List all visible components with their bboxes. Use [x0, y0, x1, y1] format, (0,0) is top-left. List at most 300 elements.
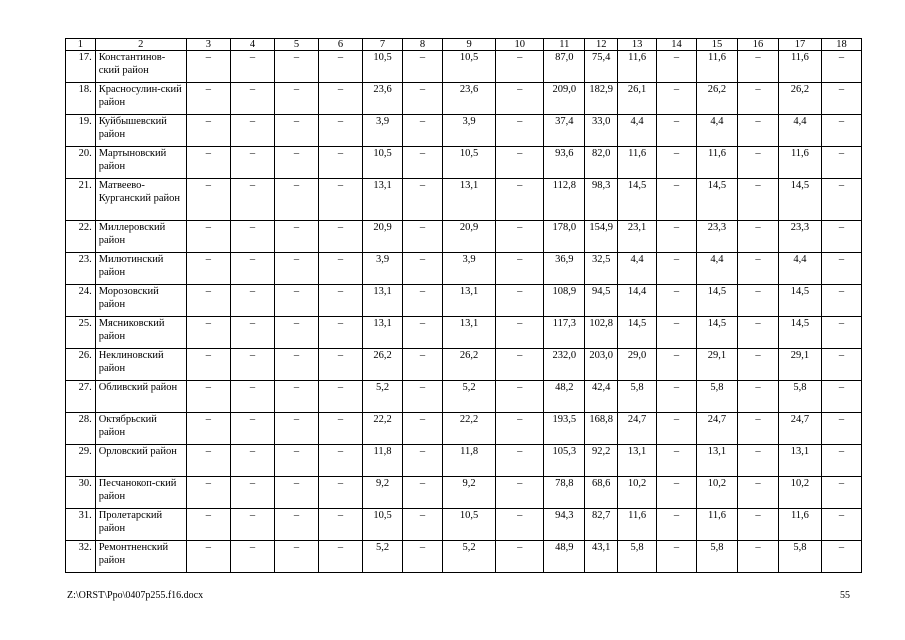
value-cell: –	[496, 51, 544, 83]
column-header: 7	[363, 39, 403, 51]
value-cell: –	[403, 253, 443, 285]
column-header: 9	[442, 39, 495, 51]
value-cell: –	[186, 179, 230, 221]
value-cell: –	[737, 317, 778, 349]
row-number: 32.	[66, 541, 96, 573]
value-cell: 11,6	[618, 147, 657, 179]
value-cell: 14,5	[697, 317, 738, 349]
column-header: 4	[230, 39, 274, 51]
value-cell: 13,1	[442, 285, 495, 317]
value-cell: 11,6	[778, 51, 821, 83]
value-cell: –	[186, 147, 230, 179]
value-cell: –	[657, 541, 697, 573]
value-cell: 26,1	[618, 83, 657, 115]
value-cell: 4,4	[618, 253, 657, 285]
value-cell: 14,5	[697, 285, 738, 317]
table-row	[66, 253, 862, 285]
table-row	[66, 445, 862, 477]
value-cell: –	[230, 51, 274, 83]
value-cell: 98,3	[585, 179, 618, 221]
value-cell: 93,6	[544, 147, 585, 179]
table-row	[66, 317, 862, 349]
district-name: Милютинский район	[95, 253, 186, 285]
value-cell: –	[496, 541, 544, 573]
row-number: 20.	[66, 147, 96, 179]
value-cell: –	[274, 221, 318, 253]
value-cell: –	[821, 253, 861, 285]
value-cell: 11,6	[697, 509, 738, 541]
value-cell: 10,5	[363, 147, 403, 179]
value-cell: 9,2	[363, 477, 403, 509]
value-cell: 92,2	[585, 445, 618, 477]
row-number: 24.	[66, 285, 96, 317]
value-cell: 11,6	[778, 509, 821, 541]
data-table	[65, 38, 862, 573]
district-name: Красносулин-ский район	[95, 83, 186, 115]
value-cell: –	[319, 381, 363, 413]
value-cell: –	[737, 349, 778, 381]
value-cell: –	[496, 115, 544, 147]
district-name: Орловский район	[95, 445, 186, 477]
value-cell: 24,7	[618, 413, 657, 445]
value-cell: –	[821, 541, 861, 573]
value-cell: 75,4	[585, 51, 618, 83]
value-cell: 13,1	[618, 445, 657, 477]
district-name: Константинов-ский район	[95, 51, 186, 83]
value-cell: 11,6	[618, 509, 657, 541]
value-cell: –	[319, 349, 363, 381]
value-cell: 14,5	[618, 317, 657, 349]
value-cell: 5,2	[363, 541, 403, 573]
value-cell: –	[737, 413, 778, 445]
value-cell: –	[821, 477, 861, 509]
value-cell: 11,8	[363, 445, 403, 477]
value-cell: 9,2	[442, 477, 495, 509]
footer-file-path: Z:\ORST\Ppo\0407p255.f16.docx	[67, 590, 204, 601]
value-cell: –	[186, 221, 230, 253]
footer-page-number: 55	[840, 590, 850, 601]
value-cell: –	[319, 541, 363, 573]
value-cell: –	[274, 115, 318, 147]
value-cell: –	[274, 83, 318, 115]
value-cell: –	[821, 317, 861, 349]
value-cell: –	[230, 83, 274, 115]
value-cell: 22,2	[363, 413, 403, 445]
value-cell: –	[274, 253, 318, 285]
value-cell: 29,1	[697, 349, 738, 381]
header-row	[66, 39, 862, 51]
value-cell: 29,1	[778, 349, 821, 381]
value-cell: –	[230, 477, 274, 509]
value-cell: 3,9	[442, 253, 495, 285]
value-cell: 11,6	[697, 147, 738, 179]
value-cell: –	[274, 413, 318, 445]
value-cell: –	[319, 445, 363, 477]
value-cell: 117,3	[544, 317, 585, 349]
column-header: 12	[585, 39, 618, 51]
value-cell: 10,5	[363, 51, 403, 83]
value-cell: –	[403, 477, 443, 509]
value-cell: 36,9	[544, 253, 585, 285]
value-cell: –	[230, 221, 274, 253]
table-row	[66, 381, 862, 413]
value-cell: 4,4	[778, 253, 821, 285]
value-cell: 29,0	[618, 349, 657, 381]
column-header: 11	[544, 39, 585, 51]
value-cell: –	[186, 413, 230, 445]
value-cell: 154,9	[585, 221, 618, 253]
value-cell: –	[230, 509, 274, 541]
value-cell: –	[821, 179, 861, 221]
table-row	[66, 285, 862, 317]
row-number: 29.	[66, 445, 96, 477]
value-cell: –	[496, 317, 544, 349]
value-cell: –	[274, 445, 318, 477]
value-cell: –	[821, 115, 861, 147]
value-cell: –	[496, 221, 544, 253]
value-cell: –	[737, 115, 778, 147]
value-cell: –	[496, 413, 544, 445]
value-cell: 20,9	[442, 221, 495, 253]
value-cell: –	[737, 285, 778, 317]
value-cell: –	[186, 51, 230, 83]
value-cell: 23,3	[778, 221, 821, 253]
value-cell: –	[230, 541, 274, 573]
value-cell: –	[496, 285, 544, 317]
value-cell: 26,2	[778, 83, 821, 115]
row-number: 25.	[66, 317, 96, 349]
table-row	[66, 509, 862, 541]
value-cell: 14,5	[778, 179, 821, 221]
value-cell: –	[186, 477, 230, 509]
district-name: Морозовский район	[95, 285, 186, 317]
value-cell: –	[496, 83, 544, 115]
value-cell: –	[403, 349, 443, 381]
value-cell: –	[274, 381, 318, 413]
value-cell: –	[657, 221, 697, 253]
value-cell: 203,0	[585, 349, 618, 381]
table-row	[66, 83, 862, 115]
value-cell: 87,0	[544, 51, 585, 83]
value-cell: –	[657, 477, 697, 509]
value-cell: 4,4	[618, 115, 657, 147]
value-cell: 232,0	[544, 349, 585, 381]
district-name: Куйбышевский район	[95, 115, 186, 147]
value-cell: 5,2	[442, 381, 495, 413]
table-row	[66, 413, 862, 445]
value-cell: 78,8	[544, 477, 585, 509]
value-cell: –	[230, 349, 274, 381]
value-cell: –	[657, 115, 697, 147]
value-cell: 209,0	[544, 83, 585, 115]
table-row	[66, 147, 862, 179]
value-cell: 68,6	[585, 477, 618, 509]
value-cell: 20,9	[363, 221, 403, 253]
value-cell: –	[186, 83, 230, 115]
value-cell: 11,6	[697, 51, 738, 83]
value-cell: –	[403, 115, 443, 147]
column-header: 6	[319, 39, 363, 51]
value-cell: –	[186, 509, 230, 541]
value-cell: –	[274, 147, 318, 179]
value-cell: –	[319, 179, 363, 221]
value-cell: 11,6	[618, 51, 657, 83]
column-header: 8	[403, 39, 443, 51]
table-row	[66, 115, 862, 147]
value-cell: 23,6	[442, 83, 495, 115]
column-header: 17	[778, 39, 821, 51]
value-cell: –	[319, 147, 363, 179]
value-cell: –	[319, 413, 363, 445]
value-cell: –	[274, 285, 318, 317]
value-cell: –	[496, 445, 544, 477]
value-cell: –	[230, 147, 274, 179]
value-cell: –	[230, 115, 274, 147]
value-cell: –	[403, 445, 443, 477]
value-cell: –	[657, 83, 697, 115]
value-cell: 94,3	[544, 509, 585, 541]
value-cell: –	[737, 147, 778, 179]
value-cell: 26,2	[363, 349, 403, 381]
value-cell: 5,8	[618, 381, 657, 413]
district-name: Миллеровский район	[95, 221, 186, 253]
value-cell: –	[230, 413, 274, 445]
value-cell: 4,4	[778, 115, 821, 147]
value-cell: 5,8	[618, 541, 657, 573]
column-header: 14	[657, 39, 697, 51]
value-cell: 108,9	[544, 285, 585, 317]
value-cell: –	[821, 221, 861, 253]
value-cell: 14,5	[618, 179, 657, 221]
value-cell: –	[403, 317, 443, 349]
value-cell: –	[657, 253, 697, 285]
value-cell: 3,9	[363, 115, 403, 147]
row-number: 28.	[66, 413, 96, 445]
value-cell: –	[186, 115, 230, 147]
value-cell: 24,7	[697, 413, 738, 445]
value-cell: –	[230, 445, 274, 477]
value-cell: –	[737, 83, 778, 115]
value-cell: 48,9	[544, 541, 585, 573]
value-cell: –	[186, 253, 230, 285]
value-cell: –	[737, 509, 778, 541]
value-cell: 3,9	[442, 115, 495, 147]
table-row	[66, 179, 862, 221]
value-cell: –	[230, 253, 274, 285]
table-body	[66, 39, 862, 573]
row-number: 22.	[66, 221, 96, 253]
row-number: 17.	[66, 51, 96, 83]
value-cell: –	[319, 285, 363, 317]
value-cell: 10,5	[363, 509, 403, 541]
district-name: Песчанокоп-ский район	[95, 477, 186, 509]
value-cell: –	[737, 477, 778, 509]
value-cell: 5,8	[778, 381, 821, 413]
value-cell: 14,5	[778, 285, 821, 317]
value-cell: 23,3	[697, 221, 738, 253]
value-cell: 105,3	[544, 445, 585, 477]
value-cell: –	[657, 413, 697, 445]
column-header: 2	[95, 39, 186, 51]
row-number: 19.	[66, 115, 96, 147]
value-cell: –	[737, 253, 778, 285]
value-cell: –	[657, 509, 697, 541]
row-number: 18.	[66, 83, 96, 115]
value-cell: –	[821, 381, 861, 413]
value-cell: –	[657, 381, 697, 413]
value-cell: –	[657, 349, 697, 381]
value-cell: 22,2	[442, 413, 495, 445]
column-header: 16	[737, 39, 778, 51]
value-cell: –	[657, 285, 697, 317]
value-cell: 10,2	[697, 477, 738, 509]
row-number: 27.	[66, 381, 96, 413]
column-header: 1	[66, 39, 96, 51]
district-name: Неклиновский район	[95, 349, 186, 381]
row-number: 31.	[66, 509, 96, 541]
value-cell: 42,4	[585, 381, 618, 413]
value-cell: 4,4	[697, 115, 738, 147]
value-cell: –	[496, 477, 544, 509]
value-cell: –	[230, 381, 274, 413]
value-cell: –	[821, 413, 861, 445]
value-cell: –	[319, 51, 363, 83]
value-cell: –	[496, 179, 544, 221]
value-cell: –	[274, 179, 318, 221]
value-cell: 33,0	[585, 115, 618, 147]
value-cell: 13,1	[363, 179, 403, 221]
column-header: 13	[618, 39, 657, 51]
value-cell: 5,8	[697, 541, 738, 573]
value-cell: 11,6	[778, 147, 821, 179]
value-cell: –	[274, 317, 318, 349]
value-cell: –	[319, 115, 363, 147]
value-cell: –	[657, 147, 697, 179]
value-cell: –	[274, 477, 318, 509]
value-cell: 94,5	[585, 285, 618, 317]
district-name: Октябрьский район	[95, 413, 186, 445]
value-cell: 193,5	[544, 413, 585, 445]
value-cell: 13,1	[778, 445, 821, 477]
value-cell: –	[274, 509, 318, 541]
value-cell: 3,9	[363, 253, 403, 285]
value-cell: 24,7	[778, 413, 821, 445]
value-cell: –	[186, 381, 230, 413]
value-cell: –	[230, 179, 274, 221]
value-cell: –	[403, 51, 443, 83]
value-cell: –	[496, 381, 544, 413]
row-number: 30.	[66, 477, 96, 509]
value-cell: –	[319, 253, 363, 285]
table-row	[66, 541, 862, 573]
column-header: 10	[496, 39, 544, 51]
value-cell: –	[403, 413, 443, 445]
value-cell: –	[403, 221, 443, 253]
value-cell: –	[496, 253, 544, 285]
district-name: Пролетарский район	[95, 509, 186, 541]
value-cell: –	[657, 445, 697, 477]
value-cell: –	[821, 83, 861, 115]
value-cell: 13,1	[363, 285, 403, 317]
district-name: Мясниковский район	[95, 317, 186, 349]
value-cell: 14,4	[618, 285, 657, 317]
column-header: 5	[274, 39, 318, 51]
value-cell: 37,4	[544, 115, 585, 147]
value-cell: –	[821, 285, 861, 317]
value-cell: –	[186, 541, 230, 573]
value-cell: –	[186, 445, 230, 477]
value-cell: 43,1	[585, 541, 618, 573]
value-cell: –	[657, 317, 697, 349]
value-cell: –	[230, 317, 274, 349]
value-cell: 168,8	[585, 413, 618, 445]
value-cell: –	[737, 381, 778, 413]
value-cell: –	[496, 509, 544, 541]
value-cell: 26,2	[442, 349, 495, 381]
value-cell: 5,2	[442, 541, 495, 573]
district-name: Обливский район	[95, 381, 186, 413]
value-cell: –	[319, 509, 363, 541]
value-cell: –	[821, 147, 861, 179]
value-cell: 10,2	[778, 477, 821, 509]
row-number: 26.	[66, 349, 96, 381]
value-cell: 13,1	[697, 445, 738, 477]
value-cell: –	[496, 147, 544, 179]
value-cell: –	[186, 285, 230, 317]
value-cell: 182,9	[585, 83, 618, 115]
value-cell: 10,5	[442, 51, 495, 83]
value-cell: 23,6	[363, 83, 403, 115]
row-number: 23.	[66, 253, 96, 285]
value-cell: –	[737, 221, 778, 253]
value-cell: –	[230, 285, 274, 317]
value-cell: –	[821, 51, 861, 83]
value-cell: –	[657, 51, 697, 83]
value-cell: 102,8	[585, 317, 618, 349]
value-cell: –	[274, 349, 318, 381]
value-cell: 82,0	[585, 147, 618, 179]
district-name: Ремонтненский район	[95, 541, 186, 573]
value-cell: –	[274, 51, 318, 83]
value-cell: 5,8	[778, 541, 821, 573]
column-header: 18	[821, 39, 861, 51]
value-cell: 10,2	[618, 477, 657, 509]
value-cell: 82,7	[585, 509, 618, 541]
column-header: 3	[186, 39, 230, 51]
district-name: Мартыновский район	[95, 147, 186, 179]
value-cell: –	[821, 445, 861, 477]
value-cell: –	[403, 179, 443, 221]
value-cell: –	[403, 541, 443, 573]
value-cell: 178,0	[544, 221, 585, 253]
value-cell: 11,8	[442, 445, 495, 477]
value-cell: 13,1	[442, 317, 495, 349]
value-cell: –	[657, 179, 697, 221]
value-cell: –	[403, 509, 443, 541]
table-row	[66, 349, 862, 381]
value-cell: –	[403, 83, 443, 115]
value-cell: –	[737, 445, 778, 477]
table-row	[66, 221, 862, 253]
value-cell: –	[319, 83, 363, 115]
value-cell: –	[821, 509, 861, 541]
value-cell: –	[403, 285, 443, 317]
value-cell: –	[403, 381, 443, 413]
value-cell: –	[186, 317, 230, 349]
table-row	[66, 477, 862, 509]
value-cell: –	[737, 541, 778, 573]
value-cell: –	[319, 477, 363, 509]
